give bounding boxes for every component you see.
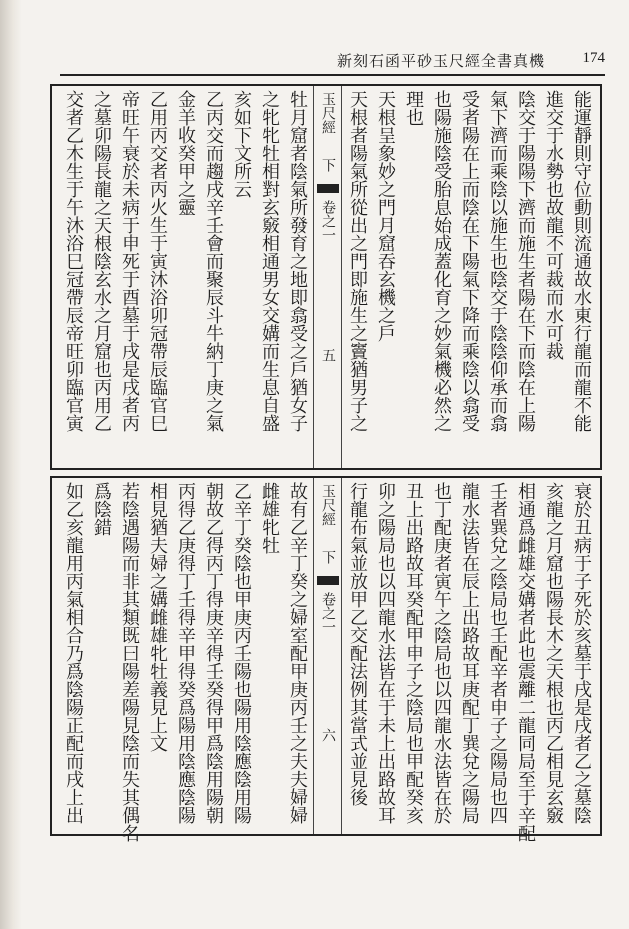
scan-edge	[0, 0, 22, 929]
text-column: 乙辛丁癸陰也甲庚丙壬陽也陽用陰應陰用陽	[231, 482, 252, 824]
text-column: 龍水法皆在辰上出路故耳庚配丁巽兌之陽局	[459, 482, 480, 824]
folio-rule-right	[341, 86, 342, 468]
folio-leaf: 五	[320, 348, 336, 362]
bottom-panel	[50, 476, 602, 842]
text-column: 受者陽在上而陰在下陽氣下降而乘陰以翕受	[459, 90, 480, 432]
text-column: 朝故乙得丙丁得庚辛得壬癸得甲爲陰用陽朝	[203, 482, 224, 824]
folio-title: 玉尺經	[320, 484, 336, 526]
top-panel	[50, 84, 602, 470]
text-column: 帝旺午衰於未病于申死于酉墓于戌是戌者丙	[119, 90, 140, 432]
text-column: 故有乙辛丁癸之婦室配甲庚丙壬之夫夫婦婦	[287, 482, 308, 824]
folio-rule-right	[341, 478, 342, 834]
folio-title: 玉尺經	[320, 92, 336, 134]
folio-leaf: 六	[320, 728, 336, 742]
text-column: 乙丙交而趨戌辛壬會而聚辰斗牛納丁庚之氣	[203, 90, 224, 432]
text-column: 天根者陽氣所從出之門即施生之竇猶男子之	[347, 90, 368, 432]
page-header	[60, 48, 615, 72]
folio-volume: 卷之一	[320, 592, 336, 634]
text-column: 雌雄牝牡	[259, 482, 280, 554]
text-column: 亥龍之月窟也陽長木之天根也丙乙相見玄竅	[543, 482, 564, 824]
text-column: 亥如下文所云	[231, 90, 252, 198]
text-column: 能運靜則守位動則流通故水東行龍而龍不能	[571, 90, 592, 432]
text-column: 如乙亥龍用丙氣相合乃爲陰陽正配而戌上出	[63, 482, 84, 824]
text-column: 交者乙木生于午沐浴巳冠帶辰帝旺卯臨官寅	[63, 90, 84, 432]
text-column: 若陰遇陽而非其類既曰陽差陽見陰而失其偶名	[119, 482, 140, 842]
folio-rule-left	[313, 478, 314, 834]
text-column: 丙得乙庚得丁壬得辛甲得癸爲陽用陰應陰陽	[175, 482, 196, 824]
text-column: 氣下濟而乘陰以施生也陰交于陰陰仰承而翕	[487, 90, 508, 432]
text-column: 也丁配庚者寅午之陰局也以四龍水法皆在於	[431, 482, 452, 824]
text-column: 也陽施陰受胎息始成蓋化育之妙氣機必然之	[431, 90, 452, 432]
folio-rule-left	[313, 86, 314, 468]
text-column: 丑上出路故耳癸配甲申子之陰局也甲配癸亥	[403, 482, 424, 824]
folio-section: 下	[320, 550, 336, 564]
text-column: 相通爲雌雄交媾者此也震離二龍同局至于辛配	[515, 482, 536, 842]
book-title: 新刻石函平砂玉尺經全書真機	[336, 52, 545, 70]
text-column: 牡月窟者陰氣所發育之地即翕受之戶猶女子	[287, 90, 308, 432]
text-column: 陰交于陽陽下濟而施生者陽在下而陰在上陽	[515, 90, 536, 432]
text-column: 相見猶夫婦之媾雌雄牝牡義見上文	[147, 482, 168, 752]
folio-volume: 卷之一	[320, 200, 336, 242]
header-rule	[60, 74, 605, 76]
text-column: 卯之陽局也以四龍水法皆在于未上出路故耳	[375, 482, 396, 824]
text-column: 之牝牝牡相對玄竅相通男女交媾而生息自盛	[259, 90, 280, 432]
text-column: 金羊收癸甲之靈	[175, 90, 196, 216]
text-column: 天根呈象妙之門月窟吞玄機之戶	[375, 90, 396, 342]
text-column: 乙用丙交者丙火生于寅沐浴卯冠帶辰臨官巳	[147, 90, 168, 432]
page-number: 174	[582, 50, 605, 66]
text-column: 理也	[403, 90, 424, 126]
text-column: 爲陰錯	[91, 482, 112, 536]
folio-section: 下	[320, 158, 336, 172]
text-column: 行龍布氣並放甲乙交配法例其當式並見後	[347, 482, 368, 806]
text-column: 之墓卯陽長龍之天根陰玄水之月窟也丙用乙	[91, 90, 112, 432]
text-column: 衰於丑病于子死於亥墓于戌是戌者乙之墓陰	[571, 482, 592, 824]
text-column: 壬者巽兌之陰局也壬配辛者申子之陽局也四	[487, 482, 508, 824]
text-column: 進交于水勢也故龍不可裁而水可裁	[543, 90, 564, 360]
